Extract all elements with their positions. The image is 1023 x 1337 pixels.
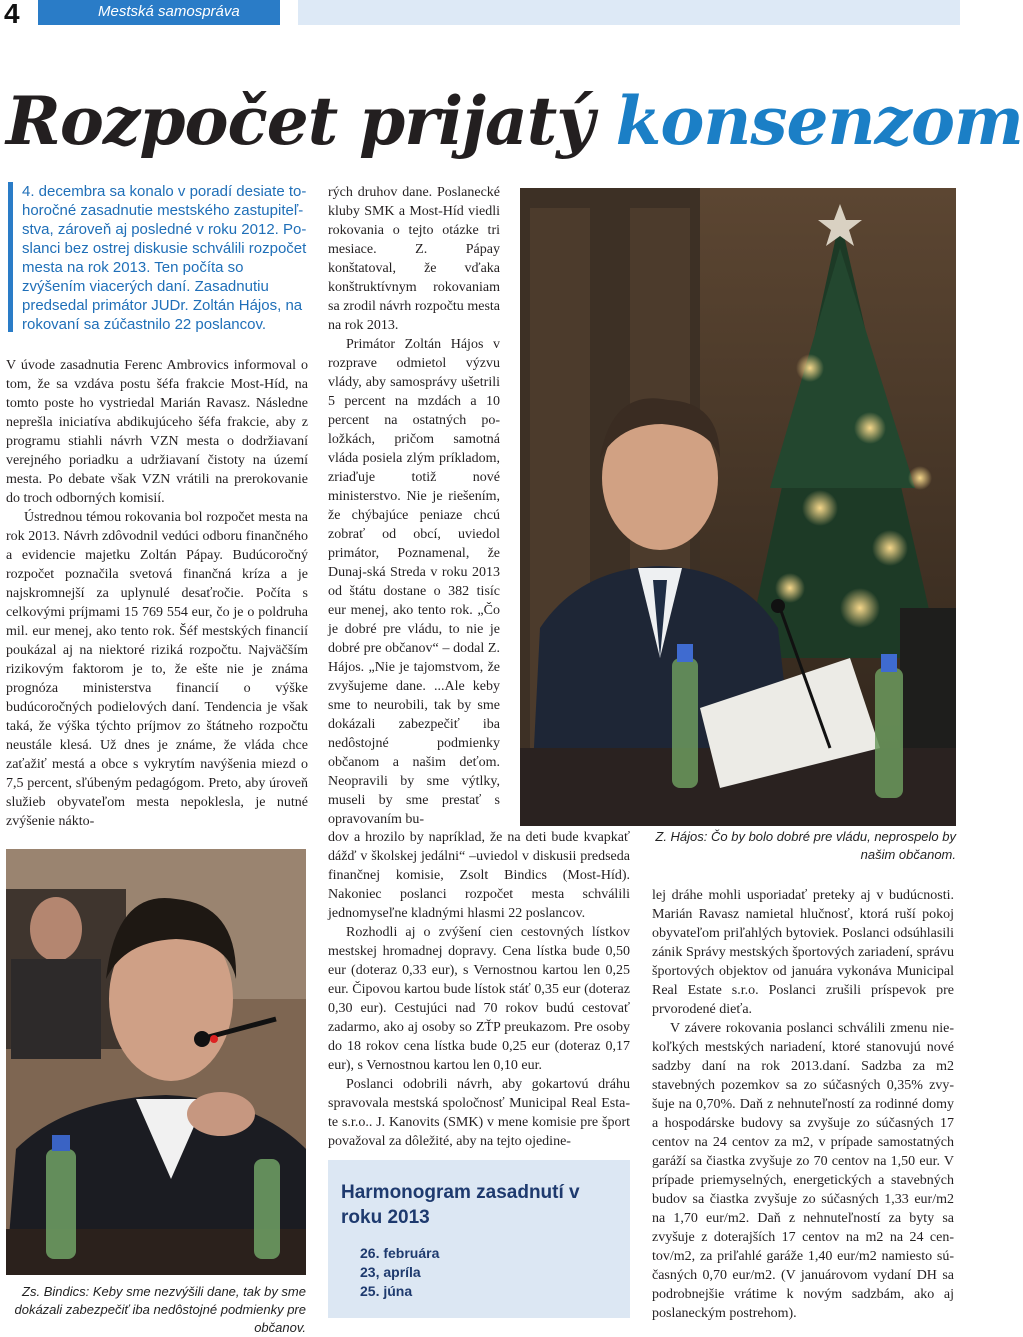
paragraph: V závere rokovania poslanci schválili zmenu niekoľkých mestských nariadení, ktoré stanovujú nové sadzby daní na rok 2013.daní. Sadzba za m2 stavebných pozemkov sa zo súčasných 0,35% zvyšuje na 0,70%. Daň z nehnuteľností za rodinné domy a hospodárske budovy sa zvyšuje zo súčasných 17 centov na 24 centov za m2, v prípade samostatných garáží sa čiastka zvyšuje zo 70 centov na 1,50 eur. V prípade priemyselných, energetických a stavebných budov sa čiastka zvyšuje zo súčasných 1,33 eur/m2 na 1,70 eur/m2. Daň z nehnuteľností za byty sa zvyšuje z doterajších 17 centov na m2 na 24 centov/m2, za priľahlé garáže 1,40 eur/m2 namiesto súčasných 0,70 eur/m2. (V januárovom vydaní DH sa podrobnejšie vrátime k novým sadzbám, ako aj poslaneckým postrehom). xyxy=(652,1021,954,1321)
schedule-date: 25. júna xyxy=(360,1283,413,1299)
lead-rule xyxy=(8,182,13,332)
page-number: 4 xyxy=(4,0,20,29)
paragraph: Poslanci odobrili návrh, aby gokartovú dráhu spravovala mestská spoločnosť Municipal Real Estate s.r.o.. J. Kanovits (SMK) v mene komisie pre šport považoval za dôležité, aby na tejto ojedine- xyxy=(328,1077,630,1149)
paragraph: Primátor Zoltán Hájos v rozprave odmietol výzvu vlády, aby samosprávy ušetrili 5 percent na mzdách a 10 percent na ostatných položkách, pričom samotná vláda posiela zlým príkladom, zriaďuje totiž nové ministerstvo. Nie je riešením, že chýbajúce peniaze chcú zobrať od obcí, uviedol primátor, Poznamenal, že Dunaj-ská Streda v roku 2013 od štátu dostane o 382 tisíc eur menej, ako tento rok. „Čo je dobré pre vládu, to nie je dobré pre občanov“ – dodal Z. Hájos. „Nie je tajomstvom, že zvyšujeme dane. ...Ale keby sme to neurobili, tak by sme dokázali zabezpečiť iba nedôstojné podmienky občanom a našim deťom. Neopravili by sme výtlky, museli by sme prestať s opravovaním bu- xyxy=(328,337,500,827)
headline xyxy=(6,82,1023,160)
paragraph: Rozhodli aj o zvýšení cien cestovných lístkov mestskej hromadnej dopravy. Cena lístka bude 0,50 eur (doteraz 0,33 eur), s Vernostnou kartou len 0,25 eur. Čipovou kartou bude lístok stáť 0,35 eur (doteraz 0,30 eur). Cestujúci nad 70 rokov budú cestovať zadarmo, ako aj osoby so ZŤP preukazom. Pre osoby do 18 rokov cena lístka bude 0,25 eur (doteraz 0,17 eur), s Vernostnou kartou len 0,10 eur. xyxy=(328,925,630,1073)
photo-mayor-image xyxy=(520,188,956,826)
headline-part2: konsenzom xyxy=(615,82,1023,160)
paragraph: rých druhov dane. Poslanecké kluby SMK a Most-Híd viedli rokovania o tejto otázke tri mesiace. Z. Pápay konštatoval, že vďaka konštruktívnym rokovaniam sa zrodil návrh rozpočtu mesta na rok 2013. xyxy=(328,185,500,333)
paragraph: dov a hrozilo by napríklad, že na deti bude kvapkať dážď v školskej jedálni“ –uviedol v diskusii predseda finančnej komisie, Zsolt Bindics (Most-Híd). Nakoniec poslanci rozpočet mesta schválili jednomyseľne kladnými hlasmi 22 poslancov. xyxy=(328,830,630,921)
paragraph: lej dráhe mohli usporiadať preteky aj v budúcnosti. Marián Ravasz namietal hlučnosť, ktorá ruší pokoj obyvateľom priľahlých bytoviek. Poslanci odsúhlasili zánik Správy mestských športových zariadení, správu športových objektov od januára vykonáva Municipal Real Estate s.r.o. Poslanci zrušili príspevok pre prvorodené dieťa. xyxy=(652,888,954,1017)
article-column-1 xyxy=(6,356,308,831)
caption-mayor: Z. Hájos: Čo by bolo dobré pre vládu, neprospelo by našim občanom. xyxy=(655,829,956,862)
photo-mayor xyxy=(520,188,956,826)
article-column-2 xyxy=(328,183,500,829)
schedule-title: Harmonogram zasadnutí v roku 2013 xyxy=(341,1182,580,1228)
section-label: Mestská samospráva xyxy=(98,3,240,20)
headline-part1: Rozpočet prijatý xyxy=(6,82,594,160)
photo-bindics xyxy=(6,849,306,1275)
article-column-2-lower xyxy=(328,828,630,1151)
paragraph: Ústrednou témou rokovania bol rozpočet mesta na rok 2013. Návrh zdôvodnil vedúci odboru finančného a evidencie majetku Zoltán Pápay. Budúcoročný rozpočet poznačila svetová finančná kríza a je najskromnejší za uplynulé desaťročie. Počíta s celkovými príjmami 15 769 554 eur, čo je o poldruha mil. eur menej, ako tento rok. Šéf mestských financií poukázal aj na niektoré riziká rozpočtu. Najväčším rizikovým faktorom je to, že ešte nie je známa prognóza ministerstva financií o výške budúcoročných podielových daní. Tendencia je však taká, že výška týchto príjmov zo štátneho rozpočtu neustále klesá. Už dnes je známe, že vláda chce zaťažiť mestá a obce s vykrytím navýšenia miezd o 7,5 percent, sľúbeným pedagógom. Preto, aby úroveň služieb obyvateľom mesta nepoklesla, je nutné zvýšenie nákto- xyxy=(6,510,308,829)
paragraph: V úvode zasadnutia Ferenc Ambrovics informoval o tom, že sa vzdáva postu šéfa frakcie Most-Híd, na tomto poste ho vystriedal Marián Ravasz. Následne neprešla iniciatíva abdikujúceho šéfa frakcie, aby z programu stiahli návrh VZN mesta o dodržiavaní verejného poriadku a udržiavaní čistoty na území mesta. Po debate však VZN vrátili na prerokovanie do troch odborných komisií. xyxy=(6,358,308,506)
lead-paragraph: 4. decembra sa konalo v poradí desiate tohoročné zasadnutie mestského zastupiteľstva, zároveň aj posledné v roku 2012. Poslanci bez ostrej diskusie schválili rozpočet mesta na rok 2013. Ten počíta so zvýšením viacerých daní. Zasadnutiu predsedal primátor JUDr. Zoltán Hájos, na rokovaní sa zúčastnilo 22 poslancov. xyxy=(22,183,307,333)
schedule-date: 23, apríla xyxy=(360,1264,421,1280)
header-band xyxy=(298,0,960,25)
photo-bindics-image xyxy=(6,849,306,1275)
schedule-dates xyxy=(360,1244,439,1301)
schedule-date: 26. februára xyxy=(360,1245,440,1261)
article-column-3 xyxy=(652,886,954,1323)
caption-bindics: Zs. Bindics: Keby sme nezvýšili dane, tak by sme dokázali zabezpečiť iba nedôstojné podmienky pre občanov. xyxy=(14,1284,306,1335)
